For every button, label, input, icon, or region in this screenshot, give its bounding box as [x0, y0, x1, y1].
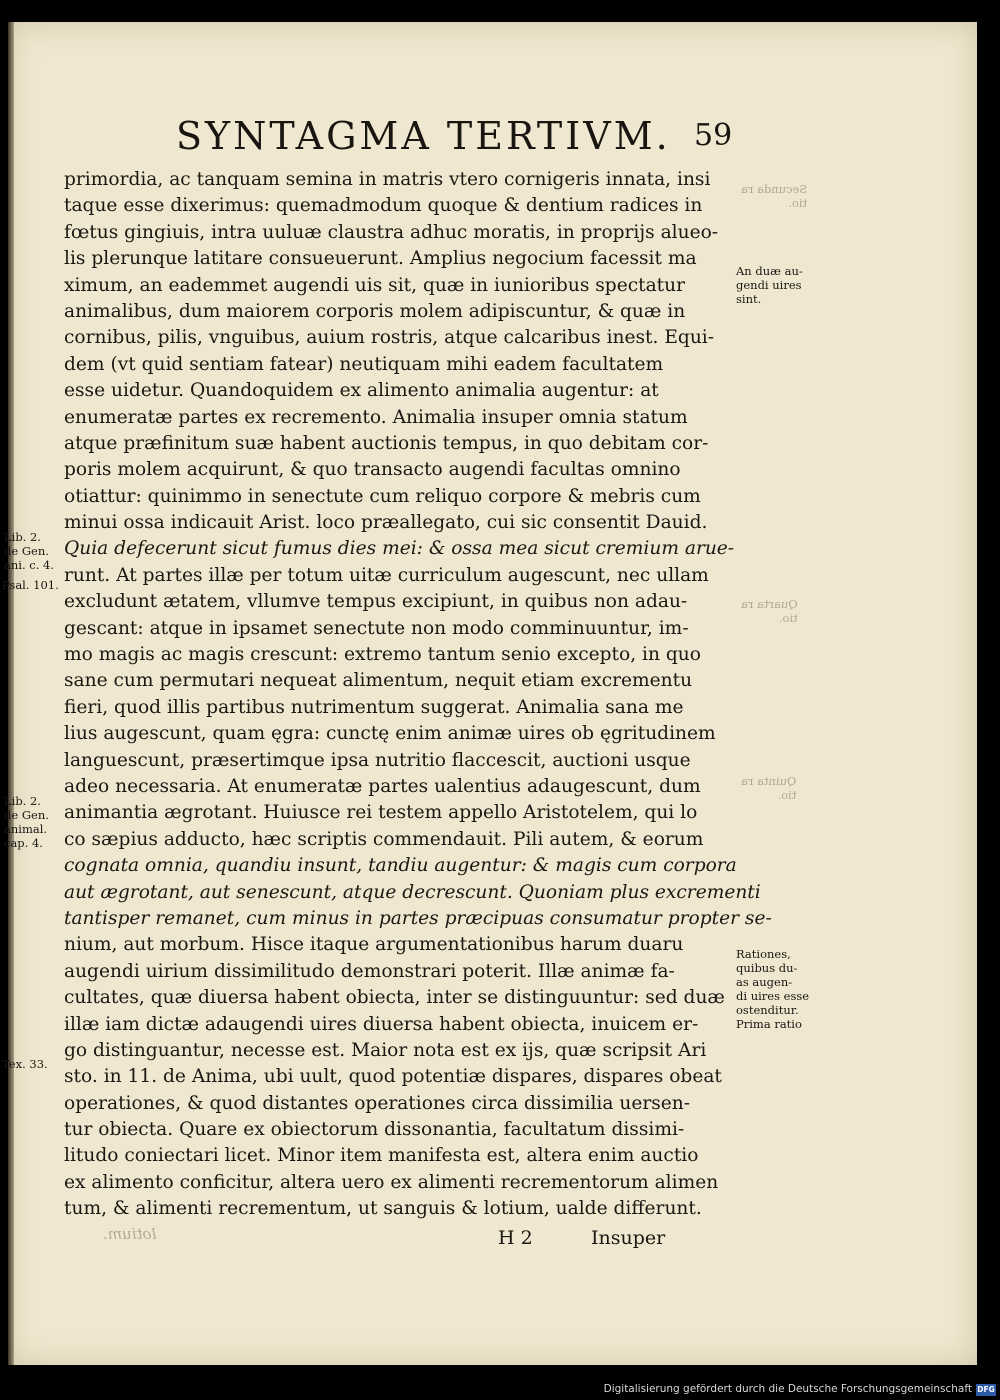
funding-credit: Digitalisierung gefördert durch die Deutsche Forschungsgemeinschaft [603, 1383, 972, 1395]
text-line: cultates, quæ diuersa habent obiecta, inter se distinguuntur: sed duæ [64, 987, 725, 1009]
text-line: lius augescunt, quam ęgra: cunctę enim animæ uires ob ęgritudinem [64, 723, 716, 745]
bleed-through-note-top [741, 182, 807, 210]
text-line: dem (vt quid sentiam fatear) neutiquam mihi eadem facultatem [64, 353, 664, 375]
text-line: sto. in 11. de Anima, ubi uult, quod potentiæ dispares, dispares obeat [64, 1066, 722, 1088]
page-number: 59 [694, 118, 733, 153]
text-line: cornibus, pilis, vnguibus, auium rostris, atque calcaribus inest. Equi- [64, 327, 715, 349]
margin-note-line: de Gen. [4, 544, 49, 558]
text-line: fœtus gingiuis, intra uuluæ claustra adhuc moratis, in proprijs alueo- [64, 221, 719, 243]
bleed-through-bottom: lotium. [103, 1225, 157, 1243]
margin-note-line: de Gen. [4, 808, 49, 822]
text-line: poris molem acquirunt, & quo transacto augendi facultas omnino [64, 459, 681, 481]
bleed-through-note-mid [741, 597, 798, 625]
text-line: primordia, ac tanquam semina in matris vtero cornigeris innata, insi [64, 169, 711, 190]
margin-note-line: Lib. 2. [4, 794, 41, 808]
margin-note-line: animal. [4, 822, 48, 836]
margin-note-line: cap. 4. [4, 836, 43, 850]
text-line: fieri, quod illis partibus nutrimentum suggerat. Animalia sana me [64, 696, 684, 718]
signature-mark: H 2 [498, 1227, 533, 1249]
margin-note-rationes [736, 947, 809, 1031]
text-line: cognata omnia, quandiu insunt, tandiu augentur: & magis cum corpora [64, 855, 737, 877]
bleed-through-line: tio. [788, 196, 808, 210]
text-line: co sæpius adducto, hæc scriptis commendauit. Pili autem, & eorum [64, 828, 704, 850]
margin-note-line: ani. c. 4. [4, 558, 54, 572]
text-line: aut ægrotant, aut senescunt, atque decrescunt. Quoniam plus excrementi [64, 881, 761, 903]
text-line: mo magis ac magis crescunt: extremo tantum senio excepto, in quo [64, 644, 701, 666]
dfg-logo-icon: DFG [977, 1385, 995, 1394]
text-line: animantia ægrotant. Huiusce rei testem appello Aristotelem, qui lo [64, 802, 698, 824]
margin-note-line: Rationes, [736, 947, 791, 961]
margin-note-tex33 [2, 1057, 48, 1071]
text-line: illæ iam dictæ adaugendi uires diuersa habent obiecta, inuicem er- [64, 1013, 699, 1035]
text-line: minui ossa indicauit Arist. loco præallegato, cui sic consentit Dauid. [64, 512, 708, 534]
text-line: animalibus, dum maiorem corporis molem adipiscuntur, & quæ in [64, 300, 686, 322]
bleed-through-note-low [741, 774, 796, 802]
text-line: runt. At partes illæ per totum uitæ curriculum augescunt, nec ullam [64, 564, 709, 586]
bleed-through-line: tio. [777, 788, 797, 802]
text-line: adeo necessaria. At enumeratæ partes ualentius adaugescunt, dum [64, 775, 701, 797]
text-line: taque esse dixerimus: quemadmodum quoque & dentium radices in [64, 195, 703, 217]
text-line: gescant: atque in ipsamet senectute non modo comminuuntur, im- [64, 617, 689, 639]
text-line: nium, aut morbum. Hisce itaque argumentationibus harum duaru [64, 934, 684, 956]
margin-note-line: ostenditur. [736, 1003, 799, 1017]
margin-note-line: Lib. 2. [4, 530, 41, 544]
margin-note-lib2-gen-animal [4, 794, 49, 850]
page-gutter-shadow [8, 22, 14, 1365]
text-line: sane cum permutari nequeat alimentum, nequit etiam excrementu [64, 670, 693, 692]
text-line: tur obiecta. Quare ex obiectorum dissonantia, facultatum dissimi- [64, 1119, 685, 1141]
text-line: otiattur: quinimmo in senectute cum reliquo corpore & mebris cum [64, 485, 701, 507]
text-line: augendi uirium dissimilitudo demonstrari poterit. Illæ animæ fa- [64, 960, 675, 982]
bleed-through-line: Quinta ra [741, 774, 797, 788]
bleed-through-line: Quarta ra [741, 597, 798, 611]
catchword: Insuper [591, 1227, 666, 1249]
text-line: atque præfinitum suæ habent auctionis tempus, in quo debitam cor- [64, 432, 709, 454]
text-line: languescunt, præsertimque ipsa nutritio flaccescit, auctioni usque [64, 749, 691, 771]
page-header [8, 114, 977, 158]
margin-note-line: Psal. 101. [2, 578, 59, 592]
bleed-through-line: Secunda ra [741, 182, 808, 196]
running-title: SYNTAGMA TERTIVM. [176, 114, 671, 158]
margin-note-line: Tex. 33. [2, 1057, 48, 1071]
margin-note-lib2-gen-anim [4, 530, 54, 572]
text-line: go distinguantur, necesse est. Maior nota est ex ijs, quæ scripsit Ari [64, 1039, 707, 1061]
margin-note-psalm [2, 578, 59, 592]
margin-note-line: quibus du- [736, 961, 798, 975]
margin-note-line: as augen- [736, 975, 793, 989]
text-line: litudo coniectari licet. Minor item manifesta est, altera enim auctio [64, 1145, 699, 1167]
text-line: tantisper remanet, cum minus in partes præcipuas consumatur propter se- [64, 907, 772, 929]
text-line: lis plerunque latitare consueuerunt. Amplius negocium facessit ma [64, 248, 697, 270]
margin-note-an-duae [736, 264, 803, 306]
margin-note-line: An duæ au- [736, 264, 803, 278]
margin-note-line: sint. [736, 292, 762, 306]
margin-note-line: Prima ratio [736, 1017, 802, 1031]
margin-note-line: di uires esse [736, 989, 810, 1003]
text-line: enumeratæ partes ex recremento. Animalia insuper omnia statum [64, 406, 688, 428]
digitization-footer [0, 1381, 1000, 1400]
text-line: Quia defecerunt sicut fumus dies mei: & ossa mea sicut cremium arue- [64, 538, 735, 560]
bleed-through-line: tio. [779, 611, 798, 625]
text-line: ximum, an eademmet augendi uis sit, quæ in iunioribus spectatur [64, 274, 686, 296]
document-page [2, 22, 977, 1365]
margin-note-line: gendi uires [736, 278, 802, 292]
text-line: ex alimento conficitur, altera uero ex alimenti recrementorum alimen [64, 1171, 719, 1193]
text-line: esse uidetur. Quandoquidem ex alimento animalia augentur: at [64, 380, 659, 402]
text-line: tum, & alimenti recrementum, ut sanguis & lotium, ualde differunt. [64, 1198, 702, 1220]
text-line: excludunt ætatem, vllumve tempus excipiunt, in quibus non adau- [64, 591, 688, 613]
text-line: operationes, & quod distantes operationes circa dissimilia uersen- [64, 1092, 691, 1114]
